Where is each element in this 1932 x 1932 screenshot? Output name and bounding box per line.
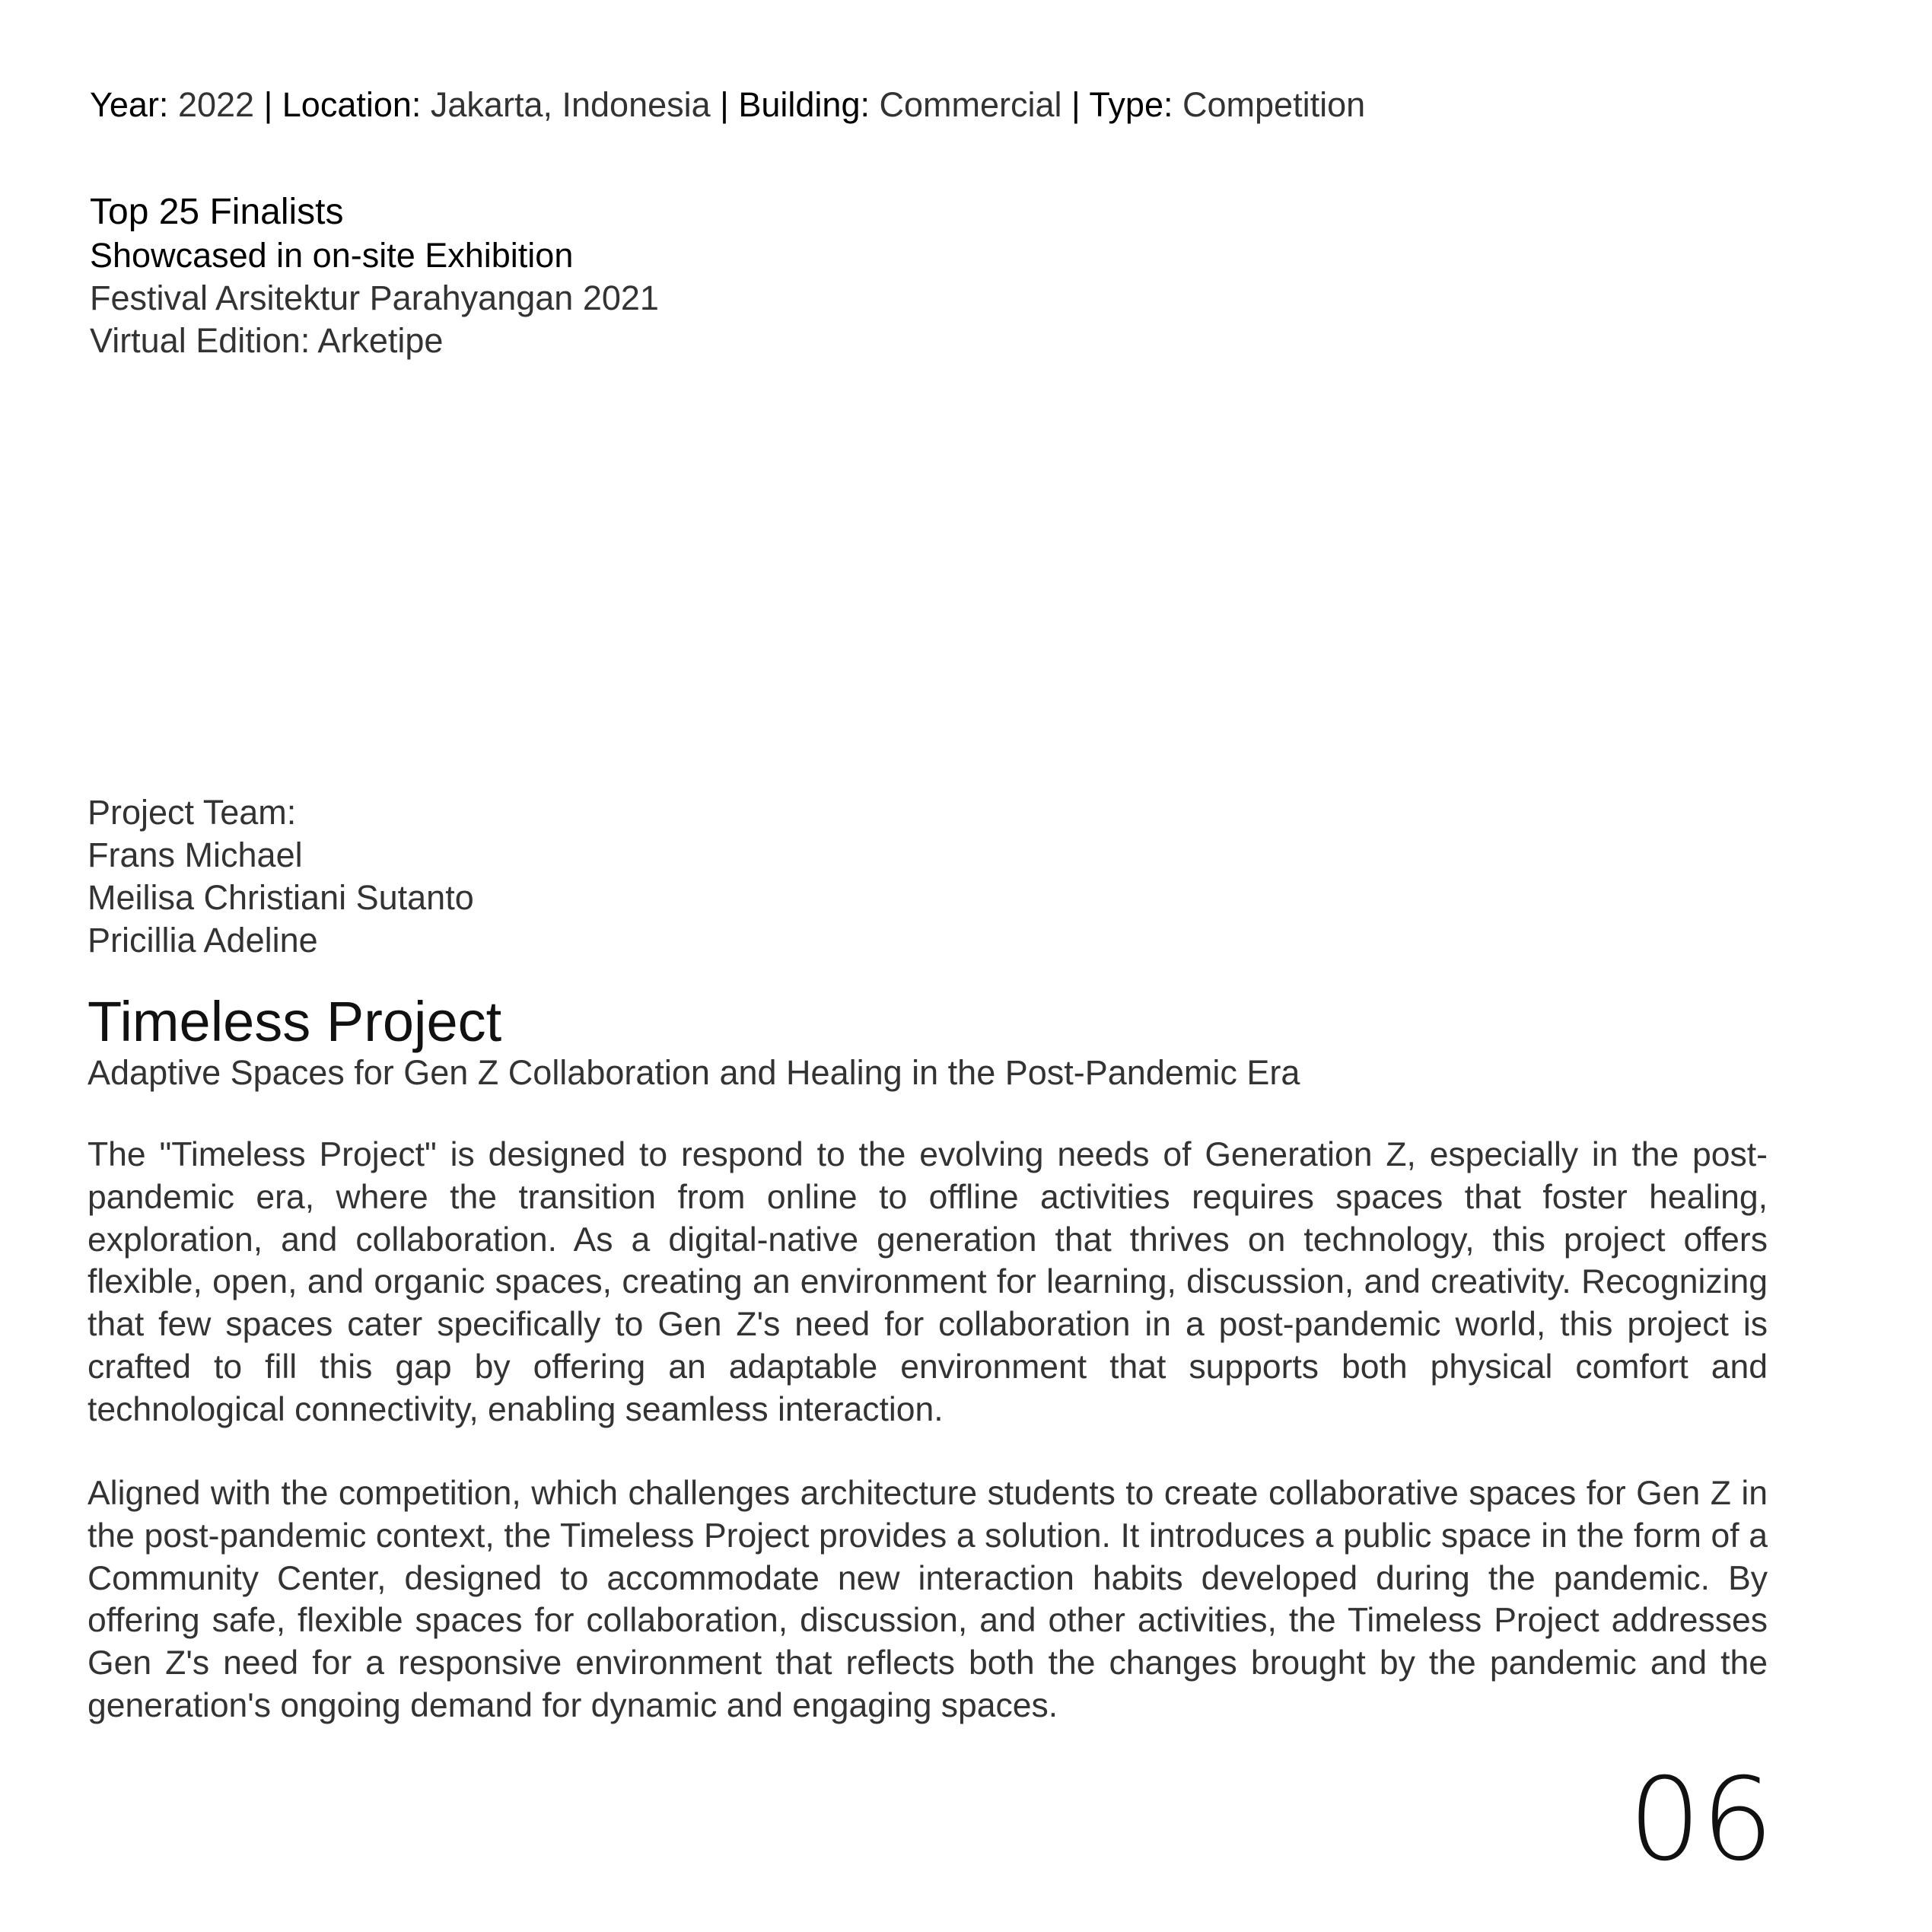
project-title: Timeless Project [88, 990, 502, 1053]
project-meta-line [90, 84, 1365, 126]
award-edition: Virtual Edition: Arketipe [90, 321, 444, 360]
meta-separator: | [720, 85, 729, 124]
description-paragraph: The "Timeless Project" is designed to respond to the evolving needs of Generation Z, especially in the post-pandemic era, where the transition from online to offline activities requires spaces that foster healing, exploration, and collaboration. As a digital-native generation that thrives on technology, this project offers flexible, open, and organic spaces, creating an environment for learning, discussion, and creativity. Recognizing that few spaces cater specifically to Gen Z's need for collaboration in a post-pandemic world, this project is crafted to fill this gap by offering an adaptable environment that supports both physical comfort and technological connectivity, enabling seamless interaction. [88, 1136, 1768, 1428]
description-paragraph: Aligned with the competition, which challenges architecture students to create collaborative spaces for Gen Z in the post-pandemic context, the Timeless Project provides a solution. It introduces a public space in the form of a Community Center, designed to accommodate new interaction habits developed during the pandemic. By offering safe, flexible spaces for collaboration, discussion, and other activities, the Timeless Project addresses Gen Z's need for a responsive environment that reflects both the changes brought by the pandemic and the generation's ongoing demand for dynamic and engaging spaces. [88, 1475, 1768, 1724]
building-value: Commercial [869, 85, 1072, 124]
award-block [90, 190, 659, 362]
award-event: Festival Arsitektur Parahyangan 2021 [90, 279, 659, 317]
year-value: 2022 [168, 85, 264, 124]
team-member: Meilisa Christiani Sutanto [88, 878, 474, 917]
meta-separator: | [263, 85, 273, 124]
location-value: Jakarta, Indonesia [421, 85, 721, 124]
location-label: Location: [272, 85, 422, 124]
project-team [88, 791, 474, 962]
year-label: Year: [90, 85, 169, 124]
award-title: Top 25 Finalists [90, 192, 344, 232]
project-subtitle: Adaptive Spaces for Gen Z Collaboration and Healing in the Post-Pandemic Era [88, 1053, 1300, 1092]
team-member: Frans Michael [88, 836, 303, 874]
team-member: Pricillia Adeline [88, 921, 318, 960]
meta-separator: | [1071, 85, 1081, 124]
award-note: Showcased in on-site Exhibition [90, 236, 574, 275]
type-label: Type: [1080, 85, 1173, 124]
team-heading: Project Team: [88, 793, 297, 832]
type-value: Competition [1173, 85, 1366, 124]
building-label: Building: [728, 85, 870, 124]
page-number: 06 [1628, 1754, 1774, 1886]
